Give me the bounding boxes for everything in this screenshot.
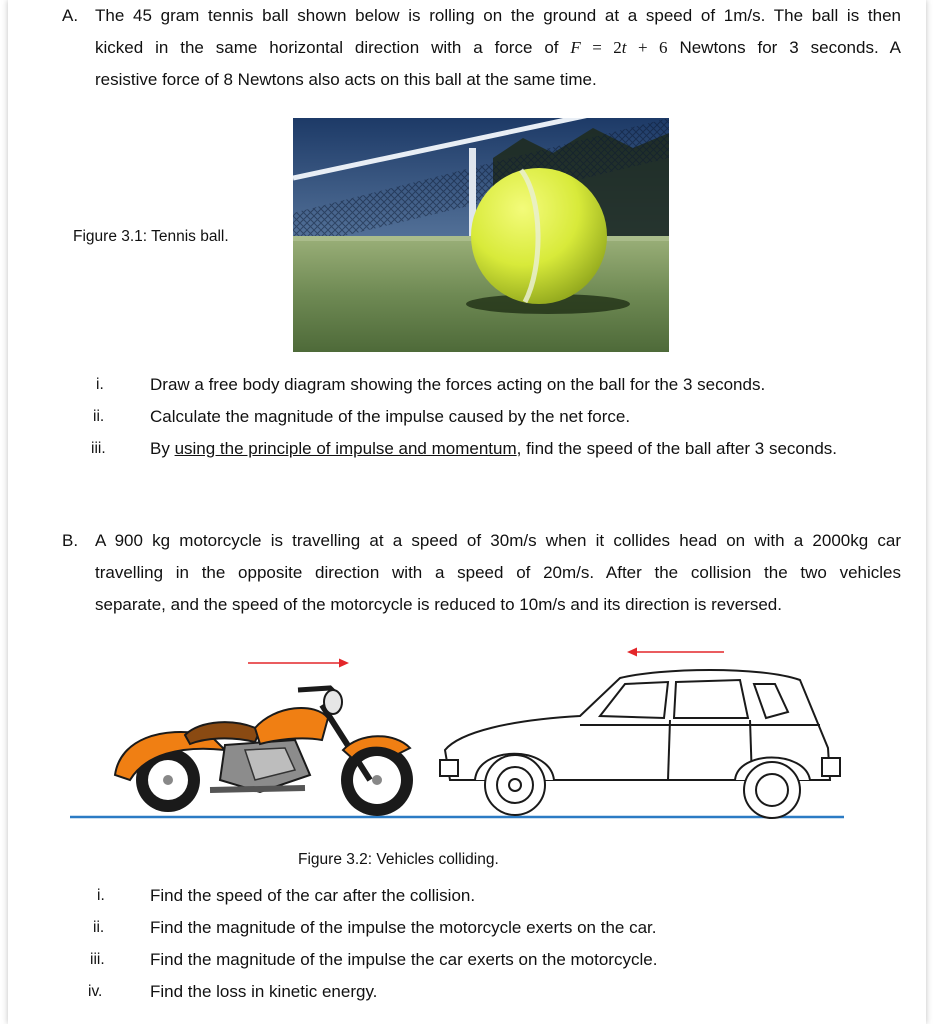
a-q3-post: , find the speed of the ball after 3 seconds. — [516, 439, 838, 458]
car-direction-arrow — [627, 648, 724, 657]
force-eq-rest: + 6 — [637, 38, 668, 57]
b-question-4-text: Find the loss in kinetic energy. — [150, 982, 378, 1001]
b-question-3-text: Find the magnitude of the impulse the car exerts on the motorcycle. — [150, 950, 658, 969]
part-a-line-2-text: kicked in the same horizontal direction with a force of — [95, 38, 559, 57]
car-illustration — [440, 670, 840, 818]
vehicles-colliding-figure — [60, 640, 850, 825]
part-a-line-2 — [95, 32, 901, 64]
part-b-line-1: A 900 kg motorcycle is travelling at a speed of 30m/s when it collides head on with a 2000kg car — [95, 531, 901, 550]
b-question-2-number: ii. — [93, 919, 105, 936]
part-b-paragraph — [95, 525, 901, 621]
b-question-4-number: iv. — [88, 983, 103, 1000]
part-b-label: B. — [62, 531, 79, 550]
a-question-1-number: i. — [96, 376, 104, 393]
part-a-label: A. — [62, 6, 79, 25]
b-question-1-text: Find the speed of the car after the collision. — [150, 886, 476, 905]
a-q3-pre: By — [150, 439, 175, 458]
b-question-3-number: iii. — [90, 951, 105, 968]
motorcycle-illustration — [115, 688, 413, 816]
a-question-3-text — [150, 439, 837, 459]
part-b-line-3: separate, and the speed of the motorcycle is reduced to 10m/s and its direction is reversed. — [95, 595, 782, 614]
part-a-line-2-end: Newtons for 3 seconds. A — [679, 38, 901, 57]
figure-3-1-caption: Figure 3.1: Tennis ball. — [73, 228, 229, 245]
part-a-line-1: The 45 gram tennis ball shown below is rolling on the ground at a speed of 1m/s. The ball is then — [95, 6, 901, 25]
b-question-2-text: Find the magnitude of the impulse the motorcycle exerts on the car. — [150, 918, 657, 937]
time-symbol: t — [621, 38, 627, 57]
a-question-3-number: iii. — [91, 440, 106, 457]
motorcycle-direction-arrow — [248, 659, 349, 668]
a-question-1-text: Draw a free body diagram showing the forces acting on the ball for the 3 seconds. — [150, 375, 766, 394]
force-symbol: F — [570, 38, 581, 57]
a-question-2-number: ii. — [93, 408, 105, 425]
part-a-paragraph — [95, 0, 901, 96]
a-q3-underlined: using the principle of impulse and momentum — [174, 439, 517, 458]
force-eq-part: = 2 — [592, 38, 622, 57]
part-a-line-3: resistive force of 8 Newtons also acts on this ball at the same time. — [95, 70, 597, 89]
b-question-1-number: i. — [97, 887, 105, 904]
tennis-ball-photo — [293, 118, 669, 352]
part-b-line-2: travelling in the opposite direction with a speed of 20m/s. After the collision the two vehicles — [95, 563, 901, 582]
figure-3-2-caption: Figure 3.2: Vehicles colliding. — [298, 851, 499, 868]
a-question-2-text: Calculate the magnitude of the impulse caused by the net force. — [150, 407, 631, 426]
force-equation — [570, 38, 667, 57]
